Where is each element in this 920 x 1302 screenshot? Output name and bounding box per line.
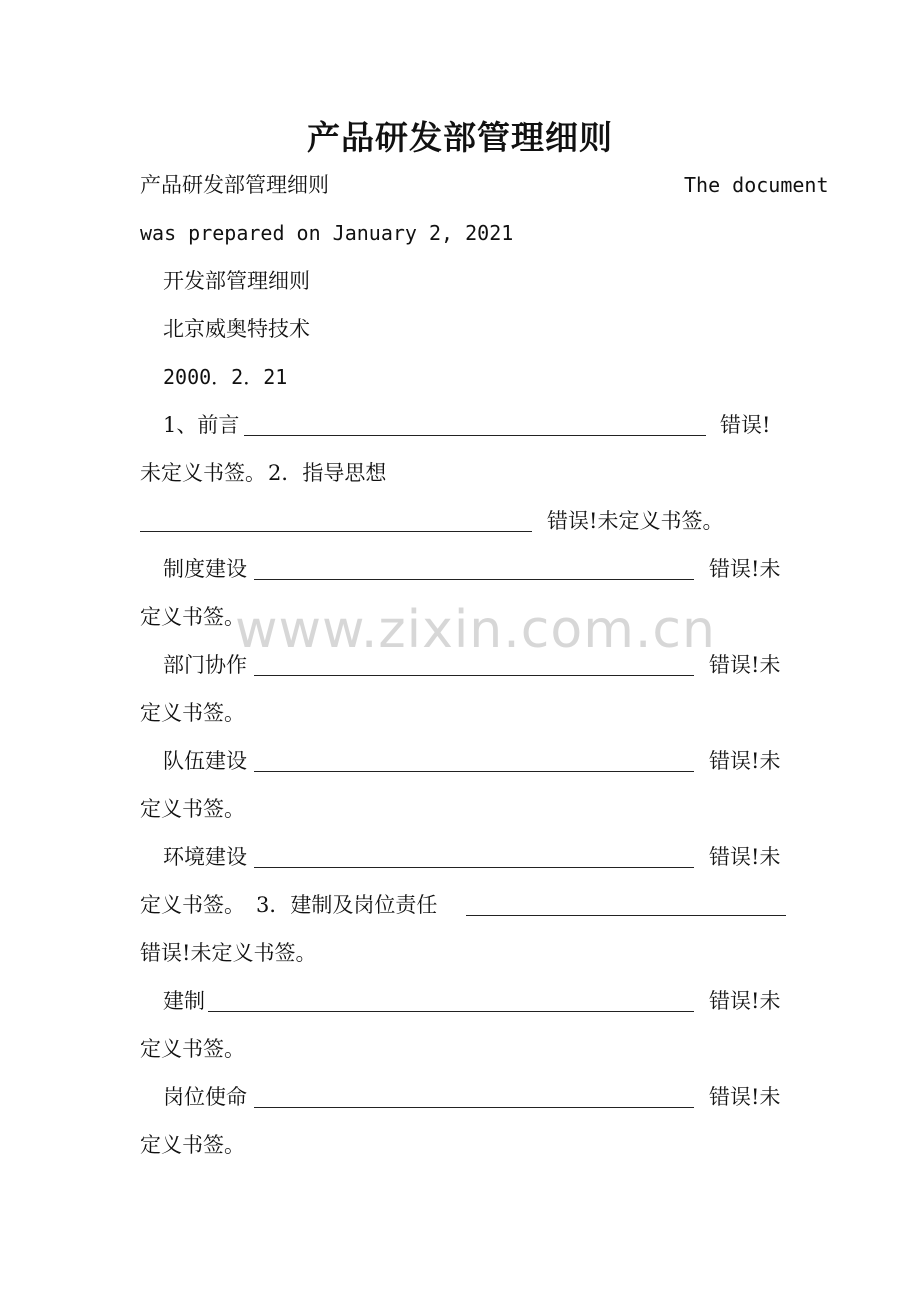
header-left-text: 产品研发部管理细则 bbox=[140, 173, 329, 197]
toc-entry-label[interactable]: 1、前言 bbox=[163, 413, 240, 437]
company-name: 北京威奥特技术 bbox=[163, 317, 310, 341]
toc-entry-label[interactable]: 2．指导思想 bbox=[268, 461, 387, 485]
toc-leader-line bbox=[466, 915, 786, 916]
toc-error-text: 错误!未定义书签。 bbox=[140, 941, 317, 965]
toc-leader-line bbox=[254, 1107, 694, 1108]
toc-entry-label[interactable]: 岗位使命 bbox=[163, 1085, 247, 1109]
toc-error-text: 错误!未 bbox=[709, 1085, 781, 1109]
toc-error-text: 错误!未 bbox=[709, 749, 781, 773]
toc-error-text: 定义书签。 bbox=[140, 605, 245, 629]
toc-error-text: 定义书签。 bbox=[140, 797, 245, 821]
toc-error-text: 错误!未定义书签。 bbox=[547, 509, 724, 533]
toc-leader-line bbox=[140, 531, 532, 532]
toc-error-text: 定义书签。 bbox=[140, 701, 245, 725]
toc-error-text: 错误!未 bbox=[709, 989, 781, 1013]
toc-entry-label[interactable]: 环境建设 bbox=[163, 845, 247, 869]
toc-entry-label[interactable]: 建制 bbox=[163, 989, 205, 1013]
document-date: 2000．2．21 bbox=[163, 365, 288, 389]
toc-leader-line bbox=[208, 1011, 694, 1012]
toc-error-text: 定义书签。 bbox=[140, 1037, 245, 1061]
toc-leader-line bbox=[254, 867, 694, 868]
document-title: 产品研发部管理细则 bbox=[307, 118, 613, 157]
prepared-date-line: was prepared on January 2, 2021 bbox=[140, 221, 514, 245]
toc-error-text: 错误!未 bbox=[709, 845, 781, 869]
toc-entry-label[interactable]: 部门协作 bbox=[163, 653, 247, 677]
toc-leader-line bbox=[254, 771, 694, 772]
toc-error-text: 未定义书签。 bbox=[140, 461, 266, 485]
toc-leader-line bbox=[244, 435, 706, 436]
toc-error-text: 错误!未 bbox=[709, 653, 781, 677]
document-name: 开发部管理细则 bbox=[163, 269, 310, 293]
toc-leader-line bbox=[254, 579, 694, 580]
toc-error-text: 定义书签。 bbox=[140, 893, 245, 917]
watermark: www.zixin.com.cn bbox=[235, 600, 716, 660]
toc-entry-label[interactable]: 3．建制及岗位责任 bbox=[256, 893, 438, 917]
toc-leader-line bbox=[254, 675, 694, 676]
toc-error-text: 错误! bbox=[720, 413, 771, 437]
toc-entry-label[interactable]: 制度建设 bbox=[163, 557, 247, 581]
header-right-text: The document bbox=[684, 173, 829, 197]
toc-error-text: 定义书签。 bbox=[140, 1133, 245, 1157]
toc-error-text: 错误!未 bbox=[709, 557, 781, 581]
toc-entry-label[interactable]: 队伍建设 bbox=[163, 749, 247, 773]
